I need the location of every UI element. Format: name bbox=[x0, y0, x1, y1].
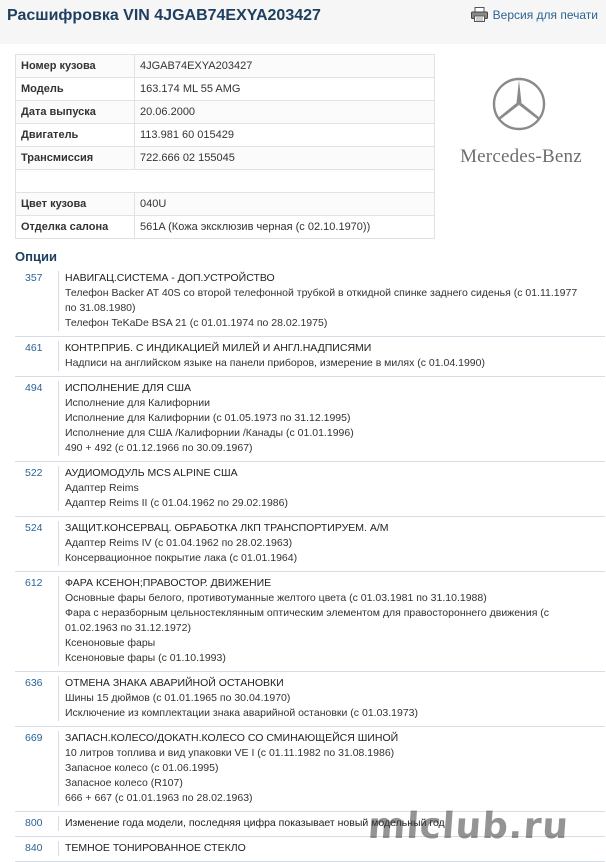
table-row bbox=[16, 78, 435, 101]
option-detail: Исключение из комплектации знака аварийной остановки (с 01.03.1973) bbox=[65, 707, 419, 719]
option-detail: Исполнение для США /Калифорнии /Канады (с 01.01.1996) bbox=[65, 427, 354, 439]
vehicle-info-table bbox=[15, 54, 435, 239]
option-code-link[interactable]: 524 bbox=[15, 521, 59, 566]
engine-value: 113.981 60 015429 bbox=[135, 124, 435, 147]
option-title: НАВИГАЦ.СИСТЕМА - ДОП.УСТРОЙСТВО bbox=[65, 272, 275, 284]
option-detail: Основные фары белого, противотуманные желтого цвета (с 01.03.1981 по 31.10.1988) bbox=[65, 592, 487, 604]
production-date-value: 20.06.2000 bbox=[135, 101, 435, 124]
site-watermark: mlclub.ru bbox=[366, 806, 571, 847]
option-item bbox=[15, 672, 605, 727]
option-detail: Ксеноновые фары (с 01.10.1993) bbox=[65, 652, 226, 664]
option-detail: Ксеноновые фары bbox=[65, 637, 156, 649]
print-version-link[interactable] bbox=[471, 7, 598, 22]
option-detail: Адаптер Reims bbox=[65, 482, 139, 494]
body-number-value: 4JGAB74EXYA203427 bbox=[135, 55, 435, 78]
engine-label: Двигатель bbox=[16, 124, 135, 147]
body-color-value: 040U bbox=[135, 193, 435, 216]
table-row bbox=[16, 101, 435, 124]
model-label: Модель bbox=[16, 78, 135, 101]
option-detail: Консервационное покрытие лака (с 01.01.1964) bbox=[65, 552, 298, 564]
option-detail: 10 литров топлива и вид упаковки VE I (с 01.11.1982 по 31.08.1986) bbox=[65, 747, 395, 759]
option-title: ФАРА КСЕНОН;ПРАВОСТОР. ДВИЖЕНИЕ bbox=[65, 577, 272, 589]
option-title: Изменение года модели, последняя цифра показывает новый модельный год bbox=[65, 817, 445, 829]
print-version-label[interactable]: Версия для печати bbox=[492, 7, 598, 22]
table-row bbox=[16, 124, 435, 147]
options-list bbox=[15, 267, 605, 862]
table-row bbox=[16, 193, 435, 216]
page-title: Расшифровка VIN 4JGAB74EXYA203427 bbox=[7, 7, 321, 24]
table-row bbox=[16, 147, 435, 170]
option-detail: Телефон Backer AT 40S со второй телефонной трубкой в откидной спинке заднего сиденья (с 01.11.1977 по 31.08.1980) bbox=[65, 287, 578, 314]
production-date-label: Дата выпуска bbox=[16, 101, 135, 124]
option-code-link[interactable]: 494 bbox=[15, 381, 59, 456]
transmission-label: Трансмиссия bbox=[16, 147, 135, 170]
option-detail: Запасное колесо (с 01.06.1995) bbox=[65, 762, 219, 774]
option-detail: Телефон TeKaDe BSA 21 (с 01.01.1974 по 28.02.1975) bbox=[65, 317, 328, 329]
printer-icon bbox=[471, 7, 488, 22]
option-detail: 490 + 492 (с 01.12.1966 по 30.09.1967) bbox=[65, 442, 253, 454]
option-code-link[interactable]: 636 bbox=[15, 676, 59, 721]
option-item bbox=[15, 337, 605, 377]
option-title: ТЕМНОЕ ТОНИРОВАННОЕ СТЕКЛО bbox=[65, 842, 246, 854]
interior-value: 561A (Кожа эксклюзив черная (с 02.10.1970)) bbox=[135, 216, 435, 239]
option-code-link[interactable]: 461 bbox=[15, 341, 59, 371]
option-detail: Фара с неразборным цельностеклянным оптическим элементом для правостороннего движения (с 01.02.1963 по 31.12.1972) bbox=[65, 607, 550, 634]
table-row-spacer bbox=[16, 170, 435, 193]
options-heading: Опции bbox=[15, 249, 57, 264]
table-row bbox=[16, 55, 435, 78]
option-detail: Надписи на английском языке на панели приборов, измерение в милях (с 01.04.1990) bbox=[65, 357, 485, 369]
option-item bbox=[15, 572, 605, 672]
option-item bbox=[15, 267, 605, 337]
interior-label: Отделка салона bbox=[16, 216, 135, 239]
option-item bbox=[15, 517, 605, 572]
option-title: КОНТР.ПРИБ. С ИНДИКАЦИЕЙ МИЛЕЙ И АНГЛ.НАДПИСЯМИ bbox=[65, 342, 372, 354]
option-title: ОТМЕНА ЗНАКА АВАРИЙНОЙ ОСТАНОВКИ bbox=[65, 677, 284, 689]
option-detail: Исполнение для Калифорнии bbox=[65, 397, 210, 409]
body-color-label: Цвет кузова bbox=[16, 193, 135, 216]
option-item bbox=[15, 462, 605, 517]
option-item bbox=[15, 727, 605, 812]
option-code-link[interactable]: 800 bbox=[15, 816, 59, 831]
option-title: ЗАЩИТ.КОНСЕРВАЦ. ОБРАБОТКА ЛКП ТРАНСПОРТИРУЕМ. А/М bbox=[65, 522, 389, 534]
option-code-link[interactable]: 357 bbox=[15, 271, 59, 331]
option-code-link[interactable]: 612 bbox=[15, 576, 59, 666]
model-value: 163.174 ML 55 AMG bbox=[135, 78, 435, 101]
option-code-link[interactable]: 840 bbox=[15, 841, 59, 856]
brand-logo bbox=[436, 70, 606, 180]
option-title: АУДИОМОДУЛЬ MCS ALPINE США bbox=[65, 467, 238, 479]
option-item bbox=[15, 377, 605, 462]
option-title: ИСПОЛНЕНИЕ ДЛЯ США bbox=[65, 382, 191, 394]
option-detail: Адаптер Reims IV (с 01.04.1962 по 28.02.1963) bbox=[65, 537, 293, 549]
transmission-value: 722.666 02 155045 bbox=[135, 147, 435, 170]
option-code-link[interactable]: 522 bbox=[15, 466, 59, 511]
body-number-label: Номер кузова bbox=[16, 55, 135, 78]
option-detail: 666 + 667 (с 01.01.1963 по 28.02.1963) bbox=[65, 792, 253, 804]
table-row bbox=[16, 216, 435, 239]
option-detail: Адаптер Reims II (с 01.04.1962 по 29.02.1986) bbox=[65, 497, 288, 509]
option-detail: Исполнение для Калифорнии (с 01.05.1973 по 31.12.1995) bbox=[65, 412, 351, 424]
option-title: ЗАПАСН.КОЛЕСО/ДОКАТН.КОЛЕСО СО СМИНАЮЩЕЙСЯ ШИНОЙ bbox=[65, 732, 399, 744]
option-detail: Запасное колесо (R107) bbox=[65, 777, 183, 789]
brand-name: Mercedes-Benz bbox=[460, 146, 582, 167]
option-code-link[interactable]: 669 bbox=[15, 731, 59, 806]
mercedes-star-icon bbox=[491, 76, 547, 132]
option-detail: Шины 15 дюймов (с 01.01.1965 по 30.04.1970) bbox=[65, 692, 291, 704]
page-header bbox=[0, 0, 606, 44]
